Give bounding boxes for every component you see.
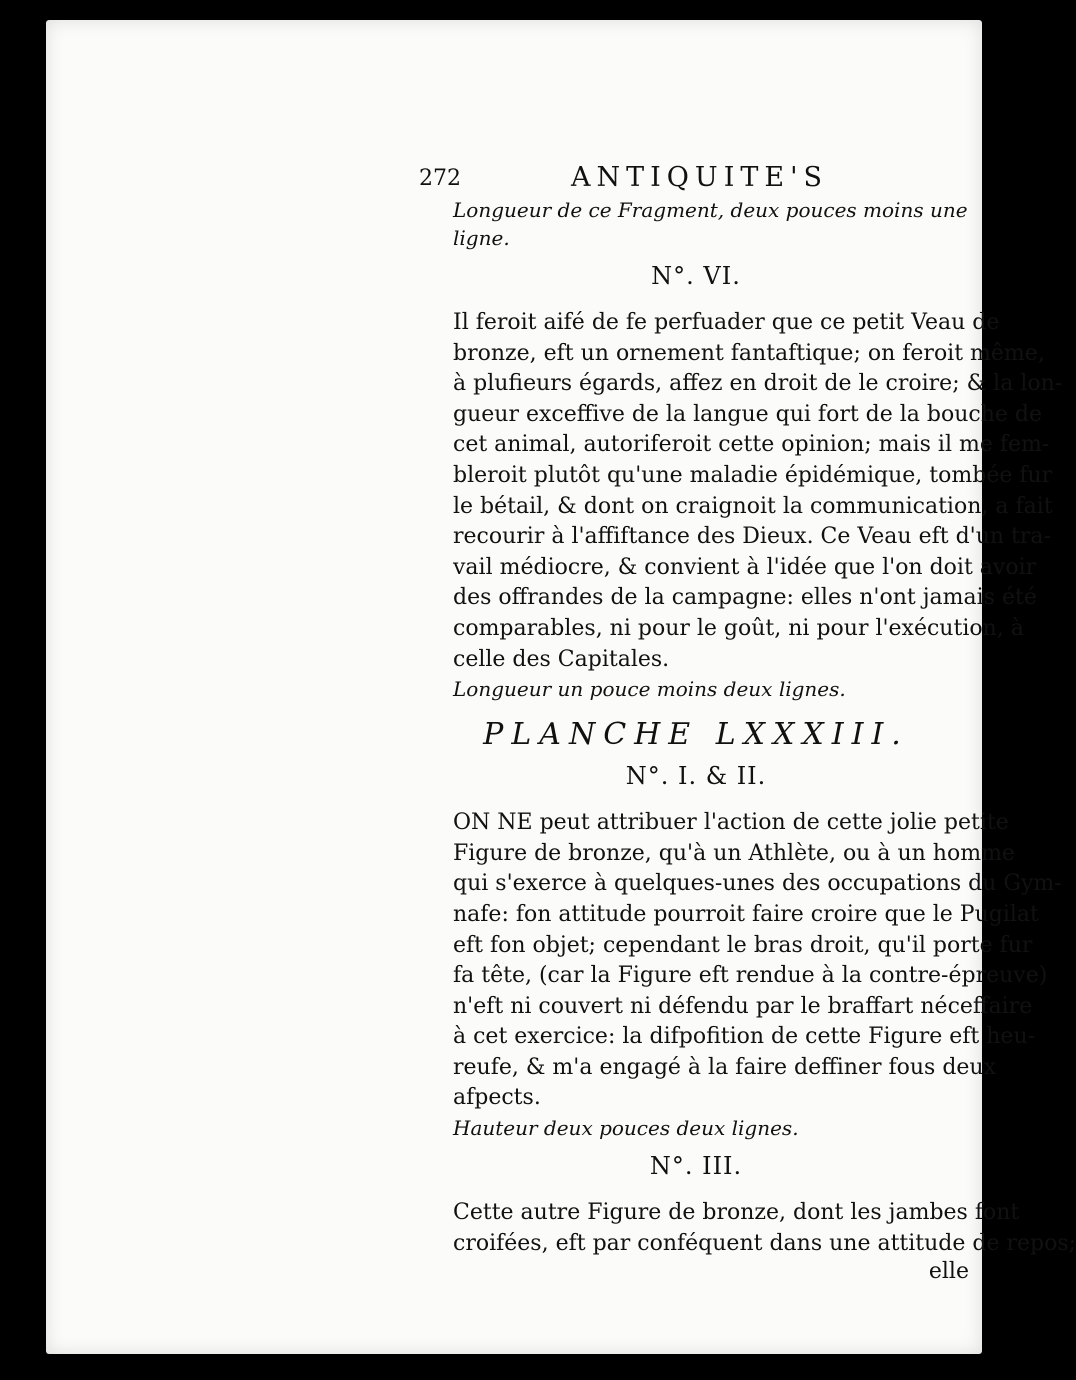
text-line: le bétail, & dont on craignoit la communication, a fait	[453, 493, 1053, 519]
text-line: Figure de bronze, qu'à un Athlète, ou à un homme	[453, 840, 1015, 866]
text-line: bronze, eft un ornement fantaftique; on feroit même,	[453, 340, 1045, 366]
text-line: à cet exercice: la difpofition de cette Figure eft heu-	[453, 1024, 1036, 1050]
text-line: Cette autre Figure de bronze, dont les jambes font	[453, 1200, 1020, 1226]
caption-dimensions: Hauteur deux pouces deux lignes.	[453, 1116, 799, 1141]
caption-dimensions: Longueur de ce Fragment, deux pouces moins une ligne.	[453, 198, 968, 250]
plate-heading: PLANCHE LXXXIII.	[483, 717, 909, 753]
paragraph	[383, 808, 1062, 1114]
text-line: nafe: fon attitude pourroit faire croire que le Pugilat	[453, 901, 1039, 927]
text-line: celle des Capitales.	[453, 646, 670, 672]
text-line: recourir à l'affiftance des Dieux. Ce Veau eft d'un tra-	[453, 524, 1051, 550]
text-line: qui s'exerce à quelques-unes des occupations du Gym-	[453, 871, 1062, 897]
book-page	[46, 20, 1076, 1354]
caption-dimensions: Longueur un pouce moins deux lignes.	[453, 677, 846, 702]
text-line: eft fon objet; cependant le bras droit, qu'il porte fur	[453, 932, 1033, 958]
running-head	[383, 152, 969, 192]
section-heading: N°. VI.	[651, 262, 741, 290]
page-number: 272	[419, 166, 461, 191]
text-line: vail médiocre, & convient à l'idée que l'on doit avoir	[453, 554, 1037, 580]
text-line: afpects.	[453, 1085, 541, 1111]
text-block	[383, 152, 1076, 1285]
text-line: n'eft ni couvert ni défendu par le braffart néceffaire	[453, 993, 1033, 1019]
text-line: fa tête, (car la Figure eft rendue à la contre-épreuve)	[453, 963, 1048, 989]
section-heading: N°. I. & II.	[625, 762, 767, 791]
text-line: bleroit plutôt qu'une maladie épidémique, tombée fur	[453, 462, 1053, 488]
text-line: Il feroit aifé de fe perfuader que ce petit Veau de	[453, 310, 1000, 335]
section-heading: N°. III.	[649, 1152, 743, 1181]
paragraph	[383, 308, 1063, 675]
text-line: reufe, & m'a engagé à la faire deffiner fous deux	[453, 1054, 996, 1080]
catchword: elle	[928, 1259, 969, 1285]
text-line: à plufieurs égards, affez en droit de le croire; & la lon-	[453, 371, 1063, 397]
text-line: cet animal, autoriferoit cette opinion; mais il me fem-	[453, 432, 1050, 458]
text-line: comparables, ni pour le goût, ni pour l'exécution, à	[453, 615, 1024, 641]
text-line: ON NE peut attribuer l'action de cette jolie petite	[453, 810, 1009, 836]
text-line: croifées, eft par conféquent dans une attitude de repos;	[453, 1230, 1076, 1256]
text-line: gueur exceffive de la langue qui fort de la bouche de	[453, 401, 1043, 427]
paragraph	[383, 1198, 1076, 1259]
text-line: des offrandes de la campagne: elles n'ont jamais été	[453, 585, 1037, 611]
running-title: ANTIQUITE'S	[571, 162, 828, 193]
